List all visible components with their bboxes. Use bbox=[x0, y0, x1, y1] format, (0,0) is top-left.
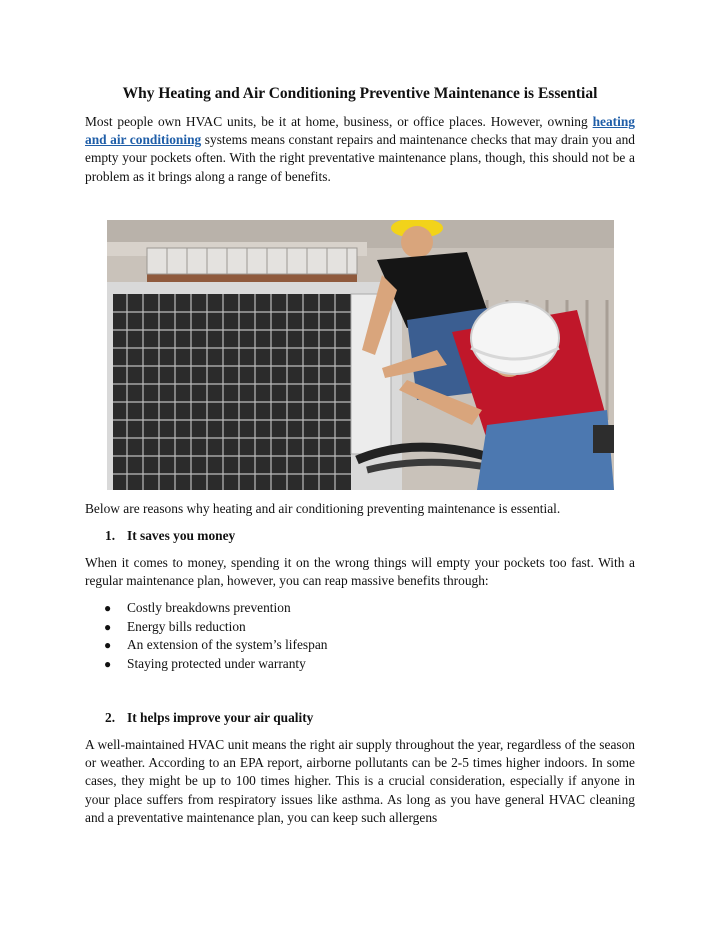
section-1-number: 1. bbox=[105, 528, 116, 543]
intro-text-after-link: systems means constant repairs and maintenance checks that may drain you and empty your pockets often. With the right preventative maintenance plans, though, this should not be a problem as it brings along a range of benefits. bbox=[85, 132, 635, 184]
bullet-icon: ● bbox=[104, 601, 112, 615]
list-item-text: Energy bills reduction bbox=[127, 618, 246, 634]
hvac-technicians-photo bbox=[107, 220, 614, 490]
list-item bbox=[104, 599, 327, 618]
heating-air-conditioning-link[interactable]: heating and air conditioning bbox=[85, 114, 635, 148]
list-item-text: Staying protected under warranty bbox=[127, 655, 306, 671]
section-2-heading bbox=[105, 710, 313, 726]
list-item-text: An extension of the system’s lifespan bbox=[127, 637, 328, 653]
bullet-icon: ● bbox=[104, 638, 112, 653]
intro-paragraph bbox=[85, 113, 635, 186]
section-1-title: It saves you money bbox=[127, 528, 236, 543]
section-2-number: 2. bbox=[105, 710, 116, 725]
section-1-body: When it comes to money, spending it on the wrong things will empty your pockets too fast. With a regular maintenance plan, however, you can reap massive benefits through: bbox=[85, 555, 635, 589]
section-1-heading bbox=[105, 528, 235, 544]
photo-illustration bbox=[107, 220, 614, 490]
intro-text-before-link: Most people own HVAC units, be it at home, business, or office places. However, owning bbox=[85, 114, 593, 129]
list-item bbox=[104, 636, 327, 655]
list-item bbox=[104, 655, 327, 674]
document-title: Why Heating and Air Conditioning Preventive Maintenance is Essential bbox=[122, 85, 598, 102]
section-2-body: A well-maintained HVAC unit means the right air supply throughout the year, regardless of the season or weather. According to an EPA report, airborne pollutants can be 2-5 times higher indoors. In some cases, they might be up to 100 times higher. This is a crucial consideration, especially if anyone in your place suffers from respiratory issues like asthma. As long as you have general HVAC cleaning and a preventative maintenance plan, you can keep such allergens bbox=[85, 737, 635, 825]
bullet-icon: ● bbox=[104, 656, 112, 671]
reasons-intro: Below are reasons why heating and air conditioning preventing maintenance is essential. bbox=[85, 501, 561, 516]
benefits-list bbox=[104, 599, 327, 673]
list-item bbox=[104, 618, 327, 637]
bullet-icon: ● bbox=[104, 619, 112, 634]
list-item-text: Costly breakdowns prevention bbox=[127, 600, 291, 615]
section-2-title: It helps improve your air quality bbox=[127, 710, 314, 725]
